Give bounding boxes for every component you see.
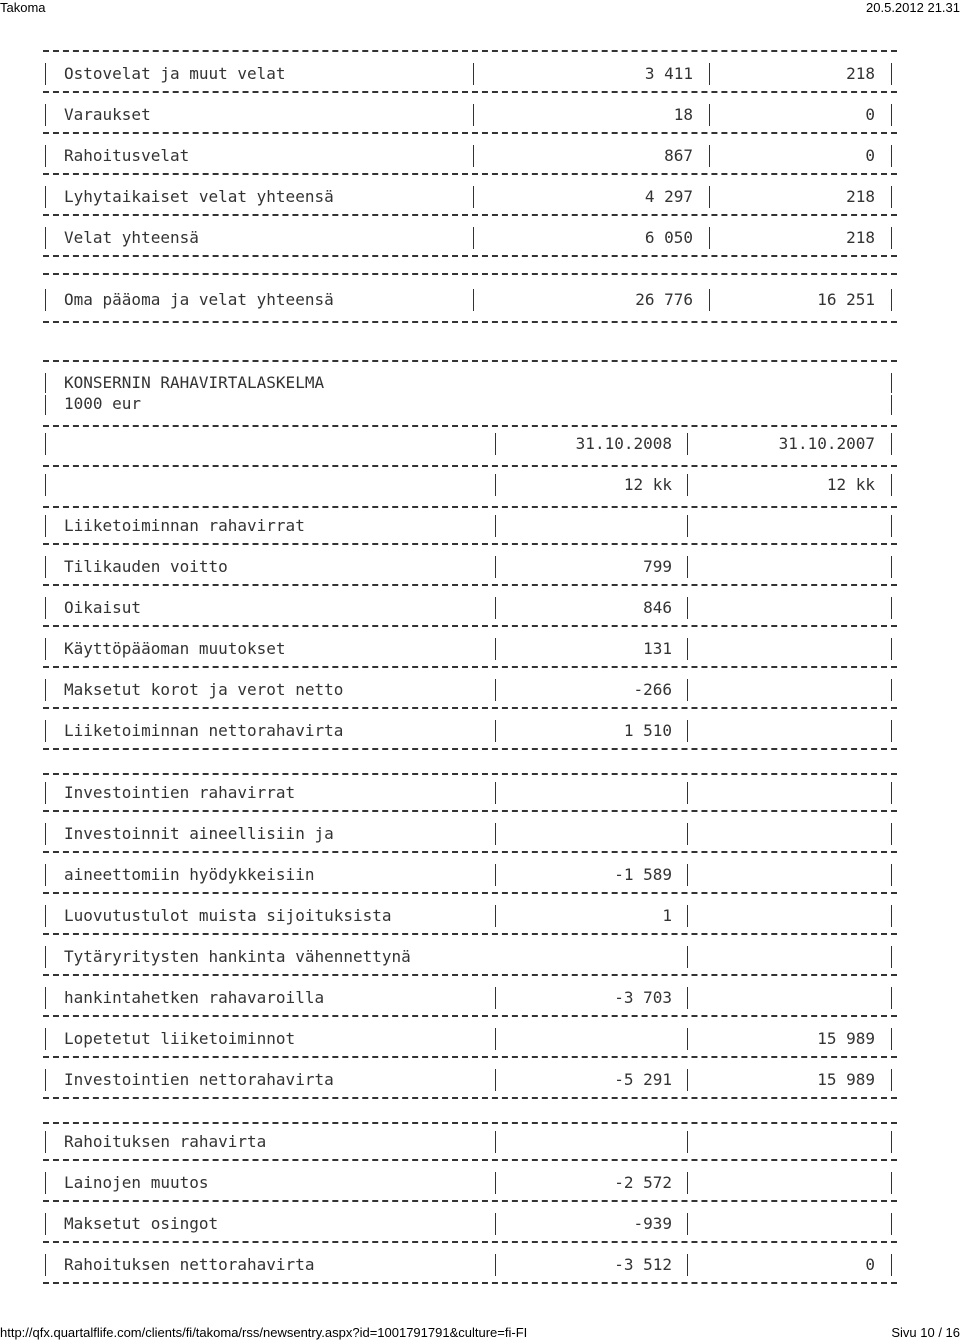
column-separator bbox=[891, 1172, 892, 1194]
cashflow-row bbox=[0, 506, 960, 547]
column-separator bbox=[495, 1069, 496, 1091]
column-separator bbox=[687, 782, 688, 804]
cashflow-row bbox=[0, 896, 960, 937]
cashflow-row bbox=[0, 1163, 960, 1204]
row-label: Velat yhteensä bbox=[64, 228, 199, 247]
value-2008: 4 297 bbox=[644, 187, 693, 206]
row-label: Rahoitusvelat bbox=[64, 146, 190, 165]
column-separator bbox=[495, 597, 496, 619]
value-2008: 846 bbox=[643, 598, 672, 617]
row-label: Oikaisut bbox=[64, 598, 142, 617]
column-separator bbox=[687, 1131, 688, 1153]
cashflow-row bbox=[0, 814, 960, 855]
column-separator bbox=[495, 823, 496, 845]
column-separator bbox=[687, 987, 688, 1009]
value-2007: 0 bbox=[865, 146, 875, 165]
column-separator bbox=[687, 515, 688, 537]
column-separator bbox=[709, 289, 710, 311]
row-label: Oma pääoma ja velat yhteensä bbox=[64, 290, 334, 309]
table-rule bbox=[43, 543, 897, 545]
column-separator bbox=[45, 289, 46, 311]
value-2008: 26 776 bbox=[635, 290, 693, 309]
value-2008: -1 589 bbox=[614, 865, 672, 884]
cashflow-row bbox=[0, 547, 960, 588]
value-2008: -939 bbox=[633, 1214, 672, 1233]
column-separator bbox=[891, 905, 892, 927]
column-separator bbox=[495, 720, 496, 742]
column-separator bbox=[687, 1254, 688, 1276]
table-rule bbox=[43, 214, 897, 216]
column-separator bbox=[891, 597, 892, 619]
value-2008: 867 bbox=[664, 146, 693, 165]
column-separator bbox=[45, 679, 46, 701]
column-separator bbox=[687, 433, 688, 455]
column-separator bbox=[45, 474, 46, 496]
table-rule bbox=[43, 360, 897, 362]
column-separator bbox=[473, 145, 474, 167]
column-separator bbox=[709, 227, 710, 249]
row-label: Maksetut osingot bbox=[64, 1214, 219, 1233]
column-separator bbox=[891, 289, 892, 311]
cashflow-row bbox=[0, 670, 960, 711]
value-2008: -3 512 bbox=[614, 1255, 672, 1274]
column-separator bbox=[45, 1172, 46, 1194]
balance-row bbox=[0, 136, 960, 177]
row-label: Rahoituksen rahavirta bbox=[64, 1132, 267, 1151]
table-rule bbox=[43, 748, 897, 750]
column-separator bbox=[495, 1254, 496, 1276]
value-2008: 1 510 bbox=[623, 721, 672, 740]
column-separator bbox=[473, 104, 474, 126]
column-separator bbox=[45, 782, 46, 804]
table-rule bbox=[43, 1056, 897, 1058]
column-separator bbox=[891, 1028, 892, 1050]
cashflow-title-row bbox=[0, 373, 960, 417]
table-rule bbox=[43, 625, 897, 627]
value-2007: 218 bbox=[846, 64, 875, 83]
row-label: Varaukset bbox=[64, 105, 151, 124]
cashflow-row bbox=[0, 773, 960, 814]
cashflow-row bbox=[0, 937, 960, 978]
row-label: hankintahetken rahavaroilla bbox=[64, 988, 325, 1007]
column-separator bbox=[45, 395, 46, 415]
table-rule bbox=[43, 1159, 897, 1161]
column-separator bbox=[709, 63, 710, 85]
table-rule bbox=[43, 173, 897, 175]
column-separator bbox=[687, 638, 688, 660]
column-separator bbox=[891, 823, 892, 845]
table-rule bbox=[43, 91, 897, 93]
cashflow-period-row bbox=[0, 465, 960, 506]
value-2008: 799 bbox=[643, 557, 672, 576]
table-rule bbox=[43, 1200, 897, 1202]
column-separator bbox=[687, 679, 688, 701]
column-separator bbox=[495, 987, 496, 1009]
column-separator bbox=[709, 145, 710, 167]
footer-page-number: Sivu 10 / 16 bbox=[891, 1325, 960, 1340]
column-separator bbox=[891, 145, 892, 167]
column-separator bbox=[687, 1069, 688, 1091]
row-label: Käyttöpääoman muutokset bbox=[64, 639, 286, 658]
column-separator bbox=[495, 864, 496, 886]
column-separator bbox=[891, 63, 892, 85]
column-separator bbox=[891, 1254, 892, 1276]
column-separator bbox=[687, 1028, 688, 1050]
column-separator bbox=[891, 946, 892, 968]
column-separator bbox=[45, 638, 46, 660]
table-rule bbox=[43, 1015, 897, 1017]
column-separator bbox=[45, 864, 46, 886]
row-label: Maksetut korot ja verot netto bbox=[64, 680, 344, 699]
column-separator bbox=[495, 474, 496, 496]
row-label: Lainojen muutos bbox=[64, 1173, 209, 1192]
column-separator bbox=[891, 433, 892, 455]
cashflow-row bbox=[0, 855, 960, 896]
table-rule bbox=[43, 584, 897, 586]
column-separator bbox=[495, 1213, 496, 1235]
column-separator bbox=[45, 823, 46, 845]
value-2008: -5 291 bbox=[614, 1070, 672, 1089]
column-separator bbox=[891, 638, 892, 660]
balance-row bbox=[0, 218, 960, 259]
table-rule bbox=[43, 132, 897, 134]
column-separator bbox=[495, 905, 496, 927]
column-separator bbox=[891, 1131, 892, 1153]
row-label: Lyhytaikaiset velat yhteensä bbox=[64, 187, 334, 206]
table-rule bbox=[43, 1282, 897, 1284]
column-separator bbox=[45, 433, 46, 455]
cashflow-row bbox=[0, 1204, 960, 1245]
column-separator bbox=[45, 1213, 46, 1235]
cashflow-row bbox=[0, 1122, 960, 1163]
value-2008: 18 bbox=[673, 105, 693, 124]
column-separator bbox=[45, 556, 46, 578]
value-2007: 16 251 bbox=[817, 290, 875, 309]
column-separator bbox=[45, 597, 46, 619]
table-rule bbox=[43, 273, 897, 275]
column-separator bbox=[45, 1254, 46, 1276]
column-separator bbox=[891, 186, 892, 208]
column-separator bbox=[473, 289, 474, 311]
column-separator bbox=[45, 1028, 46, 1050]
header-timestamp: 20.5.2012 21.31 bbox=[866, 0, 960, 15]
value-2008: -3 703 bbox=[614, 988, 672, 1007]
column-separator bbox=[473, 227, 474, 249]
table-rule bbox=[43, 933, 897, 935]
column-separator bbox=[495, 782, 496, 804]
table-rule bbox=[43, 1097, 897, 1099]
column-separator bbox=[687, 823, 688, 845]
column-separator bbox=[891, 556, 892, 578]
print-footer bbox=[0, 1325, 960, 1341]
column-period-2007: 12 kk bbox=[826, 475, 875, 494]
table-rule bbox=[43, 892, 897, 894]
row-label: Investointien nettorahavirta bbox=[64, 1070, 334, 1089]
column-separator bbox=[687, 720, 688, 742]
row-label: Investoinnit aineellisiin ja bbox=[64, 824, 334, 843]
column-separator bbox=[687, 1213, 688, 1235]
value-2007: 15 989 bbox=[817, 1029, 875, 1048]
column-separator bbox=[891, 104, 892, 126]
value-2007: 15 989 bbox=[817, 1070, 875, 1089]
value-2008: 6 050 bbox=[644, 228, 693, 247]
column-separator bbox=[709, 186, 710, 208]
column-separator bbox=[45, 515, 46, 537]
column-separator bbox=[45, 1131, 46, 1153]
cashflow-row bbox=[0, 629, 960, 670]
column-separator bbox=[891, 1213, 892, 1235]
column-separator bbox=[891, 987, 892, 1009]
value-2008: -2 572 bbox=[614, 1173, 672, 1192]
balance-row bbox=[0, 54, 960, 95]
cashflow-unit: 1000 eur bbox=[64, 394, 142, 413]
column-separator bbox=[687, 864, 688, 886]
column-separator bbox=[45, 1069, 46, 1091]
column-separator bbox=[687, 905, 688, 927]
row-label: Investointien rahavirrat bbox=[64, 783, 296, 802]
table-rule bbox=[43, 810, 897, 812]
column-separator bbox=[473, 63, 474, 85]
value-2008: 1 bbox=[662, 906, 672, 925]
table-rule bbox=[43, 851, 897, 853]
value-2008: -266 bbox=[633, 680, 672, 699]
balance-row bbox=[0, 95, 960, 136]
header-site-name: Takoma bbox=[0, 0, 46, 15]
column-separator bbox=[45, 987, 46, 1009]
column-separator bbox=[495, 433, 496, 455]
cashflow-row bbox=[0, 1019, 960, 1060]
cashflow-row bbox=[0, 711, 960, 752]
column-separator bbox=[45, 720, 46, 742]
row-label: Tytäryritysten hankinta vähennettynä bbox=[64, 947, 411, 966]
table-rule bbox=[43, 255, 897, 257]
table-rule bbox=[43, 666, 897, 668]
column-separator bbox=[495, 1172, 496, 1194]
cashflow-row bbox=[0, 1060, 960, 1101]
table-rule bbox=[43, 707, 897, 709]
footer-url: http://qfx.quartalflife.com/clients/fi/takoma/rss/newsentry.aspx?id=1001791791&culture=fi-FI bbox=[0, 1325, 528, 1340]
row-label: Lopetetut liiketoiminnot bbox=[64, 1029, 296, 1048]
column-separator bbox=[891, 1069, 892, 1091]
column-separator bbox=[45, 905, 46, 927]
row-label: Luovutustulot muista sijoituksista bbox=[64, 906, 392, 925]
column-separator bbox=[495, 679, 496, 701]
column-separator bbox=[473, 186, 474, 208]
column-separator bbox=[687, 597, 688, 619]
column-separator bbox=[45, 373, 46, 393]
cashflow-row bbox=[0, 588, 960, 629]
column-separator bbox=[495, 1131, 496, 1153]
column-date-2008: 31.10.2008 bbox=[575, 434, 672, 453]
column-separator bbox=[45, 145, 46, 167]
value-2007: 0 bbox=[865, 1255, 875, 1274]
column-separator bbox=[891, 720, 892, 742]
column-separator bbox=[687, 946, 688, 968]
column-separator bbox=[495, 515, 496, 537]
row-label: Ostovelat ja muut velat bbox=[64, 64, 286, 83]
cashflow-row bbox=[0, 1245, 960, 1286]
value-2007: 218 bbox=[846, 228, 875, 247]
column-separator bbox=[687, 556, 688, 578]
cashflow-dates-row bbox=[0, 424, 960, 465]
balance-total-row bbox=[0, 280, 960, 321]
column-period-2008: 12 kk bbox=[623, 475, 672, 494]
table-rule bbox=[43, 974, 897, 976]
print-header bbox=[0, 0, 960, 16]
row-label: Liiketoiminnan nettorahavirta bbox=[64, 721, 344, 740]
column-separator bbox=[709, 104, 710, 126]
value-2008: 3 411 bbox=[644, 64, 693, 83]
column-separator bbox=[495, 638, 496, 660]
column-separator bbox=[687, 1172, 688, 1194]
column-separator bbox=[495, 1028, 496, 1050]
column-separator bbox=[891, 782, 892, 804]
value-2007: 0 bbox=[865, 105, 875, 124]
column-separator bbox=[891, 227, 892, 249]
row-label: Tilikauden voitto bbox=[64, 557, 228, 576]
column-separator bbox=[891, 474, 892, 496]
value-2008: 131 bbox=[643, 639, 672, 658]
column-date-2007: 31.10.2007 bbox=[778, 434, 875, 453]
column-separator bbox=[495, 556, 496, 578]
column-separator bbox=[891, 515, 892, 537]
row-label: Liiketoiminnan rahavirrat bbox=[64, 516, 305, 535]
balance-row bbox=[0, 177, 960, 218]
column-separator bbox=[891, 395, 892, 415]
column-separator bbox=[45, 104, 46, 126]
column-separator bbox=[45, 63, 46, 85]
column-separator bbox=[891, 373, 892, 393]
column-separator bbox=[45, 946, 46, 968]
column-separator bbox=[45, 186, 46, 208]
column-separator bbox=[45, 227, 46, 249]
cashflow-title: KONSERNIN RAHAVIRTALASKELMA bbox=[64, 373, 325, 392]
column-separator bbox=[891, 864, 892, 886]
cashflow-row bbox=[0, 978, 960, 1019]
table-rule bbox=[43, 321, 897, 323]
row-label: Rahoituksen nettorahavirta bbox=[64, 1255, 315, 1274]
table-rule bbox=[43, 50, 897, 52]
column-separator bbox=[687, 474, 688, 496]
table-rule bbox=[43, 1241, 897, 1243]
value-2007: 218 bbox=[846, 187, 875, 206]
column-separator bbox=[891, 679, 892, 701]
row-label: aineettomiin hyödykkeisiin bbox=[64, 865, 315, 884]
